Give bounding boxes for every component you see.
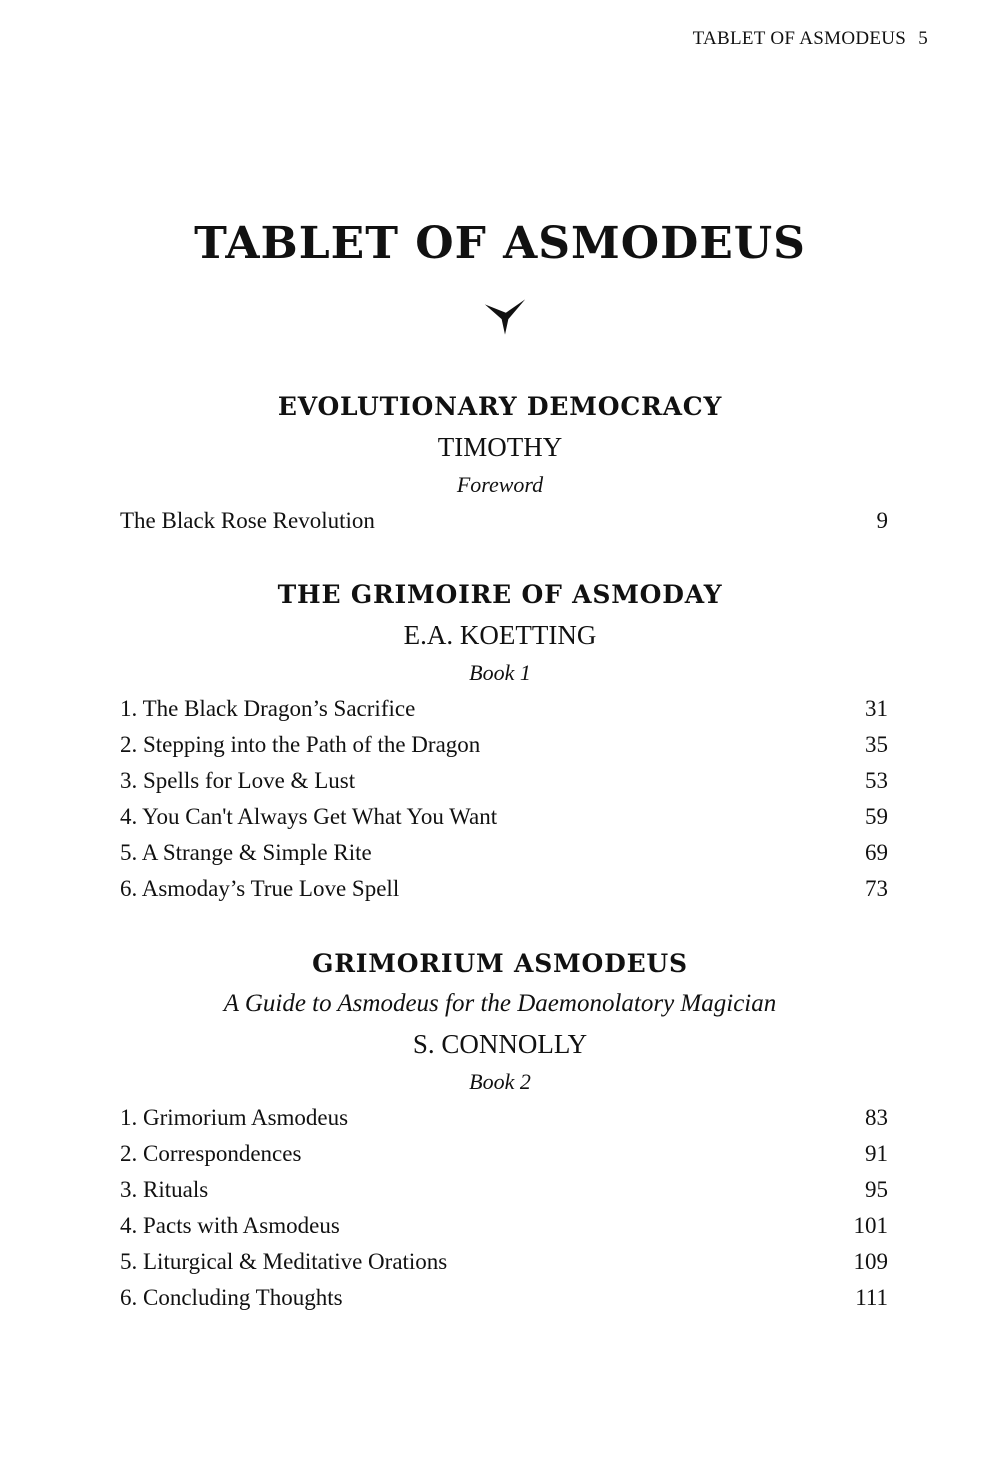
page-number: 5 — [918, 28, 928, 49]
toc-entry-title: 6. Concluding Thoughts — [120, 1285, 343, 1310]
toc-entry-title: 2. Correspondences — [120, 1141, 302, 1166]
toc-entry[interactable] — [0, 1244, 1000, 1280]
toc-entry[interactable] — [0, 691, 1000, 727]
toc-entry-title: 1. The Black Dragon’s Sacrifice — [120, 696, 416, 721]
toc-entry-title: 2. Stepping into the Path of the Dragon — [120, 732, 481, 757]
section-part-label: Book 2 — [469, 1069, 531, 1094]
toc-entry[interactable] — [0, 503, 1000, 539]
running-head — [693, 28, 928, 50]
toc-entry[interactable] — [0, 871, 1000, 907]
toc-entry[interactable] — [0, 1136, 1000, 1172]
toc-entry-page: 109 — [853, 1249, 888, 1274]
toc-section-evolutionary-democracy — [0, 387, 1000, 539]
section-subtitle: A Guide to Asmodeus for the Daemonolatory Magician — [223, 990, 777, 1017]
toc-entry-page: 69 — [865, 840, 888, 865]
section-part-label: Foreword — [456, 472, 544, 497]
toc-entry[interactable] — [0, 1280, 1000, 1316]
toc-entry[interactable] — [0, 1172, 1000, 1208]
toc-entry-page: 9 — [876, 508, 888, 533]
book-title: TABLET OF ASMODEUS — [194, 218, 806, 269]
toc-entry-page: 59 — [865, 804, 888, 829]
section-title: GRIMORIUM ASMODEUS — [312, 949, 688, 978]
running-head-title: TABLET OF ASMODEUS — [692, 28, 907, 49]
toc-entry-page: 95 — [865, 1177, 888, 1202]
section-author: E.A. KOETTING — [403, 620, 597, 650]
star-ornament-icon — [484, 296, 526, 338]
section-title: EVOLUTIONARY DEMOCRACY — [277, 392, 723, 421]
section-part-label: Book 1 — [469, 660, 531, 685]
section-title: THE GRIMOIRE OF ASMODAY — [277, 580, 723, 609]
toc-entry[interactable] — [0, 799, 1000, 835]
toc-entry[interactable] — [0, 835, 1000, 871]
toc-entry-page: 73 — [865, 876, 888, 901]
section-author: S. CONNOLLY — [412, 1029, 588, 1059]
toc-section-grimorium-asmodeus — [0, 944, 1000, 1316]
toc-entry[interactable] — [0, 763, 1000, 799]
section-author: TIMOTHY — [437, 432, 563, 462]
toc-entry-title: 3. Rituals — [120, 1177, 209, 1202]
toc-entry[interactable] — [0, 1100, 1000, 1136]
toc-entry-title: 1. Grimorium Asmodeus — [120, 1105, 349, 1130]
toc-entry-title: 6. Asmoday’s True Love Spell — [120, 876, 400, 901]
toc-entry-title: 4. Pacts with Asmodeus — [120, 1213, 340, 1238]
toc-entry-title: The Black Rose Revolution — [120, 508, 375, 533]
toc-section-grimoire-of-asmoday — [0, 575, 1000, 907]
toc-entry[interactable] — [0, 727, 1000, 763]
toc-entry-title: 4. You Can't Always Get What You Want — [120, 804, 498, 829]
toc-entry-page: 91 — [865, 1141, 888, 1166]
toc-entry-page: 101 — [853, 1213, 888, 1238]
toc-entry-title: 5. Liturgical & Meditative Orations — [120, 1249, 448, 1274]
toc-entry-page: 31 — [865, 696, 888, 721]
toc-entry-title: 3. Spells for Love & Lust — [120, 768, 356, 793]
toc-entry-title: 5. A Strange & Simple Rite — [120, 840, 372, 865]
toc-entry-page: 111 — [855, 1285, 888, 1310]
toc-entry-page: 53 — [865, 768, 888, 793]
toc-entry[interactable] — [0, 1208, 1000, 1244]
toc-entry-page: 83 — [865, 1105, 888, 1130]
toc-entry-page: 35 — [865, 732, 888, 757]
